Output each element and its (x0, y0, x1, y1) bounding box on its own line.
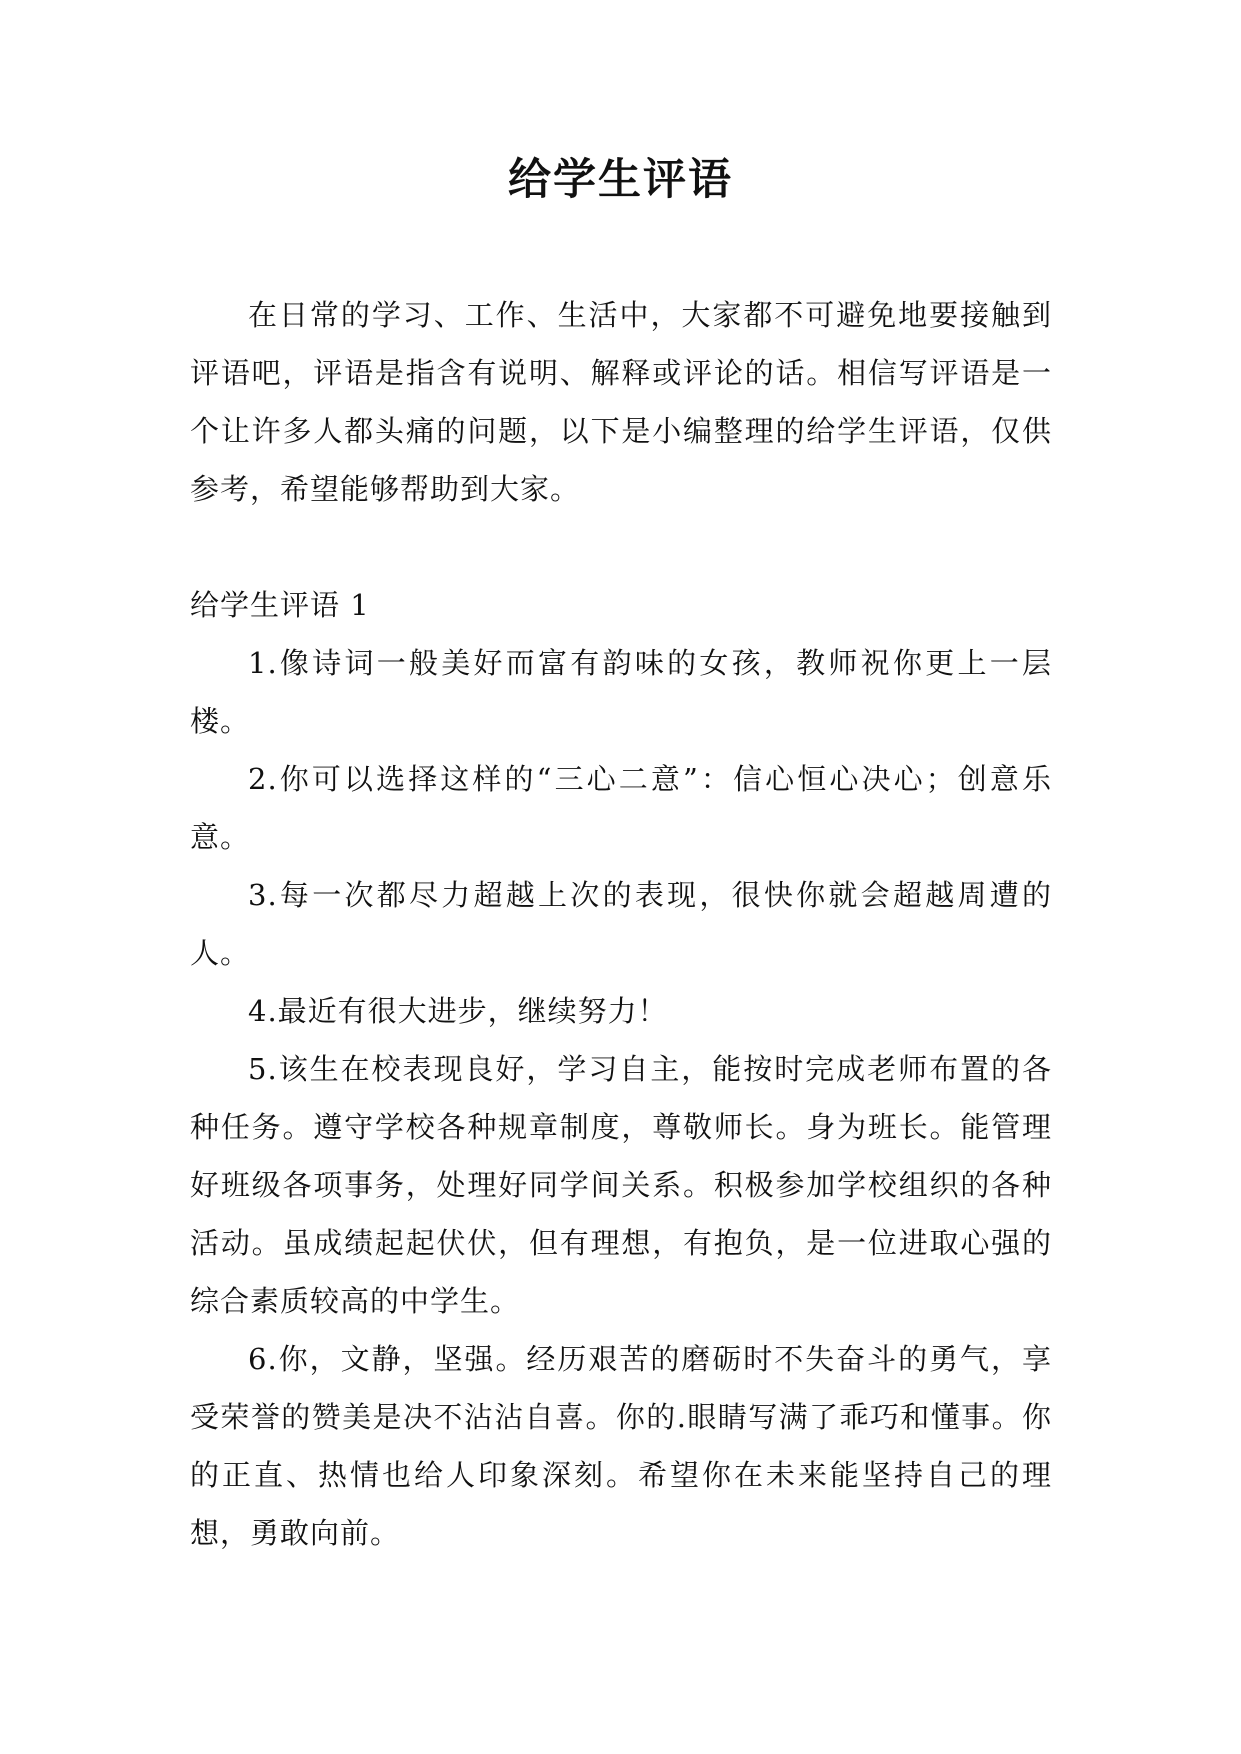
document-title: 给学生评语 (508, 155, 733, 205)
comment-item-3: 3.每一次都尽力超越上次的表现，很快你就会超越周遭的人。 (190, 878, 1052, 970)
section-heading: 给学生评语 1 (190, 588, 370, 622)
intro-paragraph: 在日常的学习、工作、生活中，大家都不可避免地要接触到评语吧，评语是指含有说明、解释或评论的话。相信写评语是一个让许多人都头痛的问题，以下是小编整理的给学生评语，仅供参考，希望能够帮助到大家。 (190, 298, 1052, 506)
comment-item-6: 6.你，文静，坚强。经历艰苦的磨砺时不失奋斗的勇气，享受荣誉的赞美是决不沾沾自喜。你的.眼睛写满了乖巧和懂事。你的正直、热情也给人印象深刻。希望你在未来能坚持自己的理想，勇敢向前。 (190, 1342, 1052, 1550)
comment-item-2: 2.你可以选择这样的“三心二意”：信心恒心决心；创意乐意。 (190, 762, 1052, 854)
comment-item-1: 1.像诗词一般美好而富有韵味的女孩，教师祝你更上一层楼。 (190, 646, 1052, 738)
comment-item-4: 4.最近有很大进步，继续努力！ (248, 994, 668, 1028)
document-body (190, 286, 1052, 1562)
comment-item-5: 5.该生在校表现良好，学习自主，能按时完成老师布置的各种任务。遵守学校各种规章制度，尊敬师长。身为班长。能管理好班级各项事务，处理好同学间关系。积极参加学校组织的各种活动。虽成绩起起伏伏，但有理想，有抱负，是一位进取心强的综合素质较高的中学生。 (190, 1052, 1052, 1318)
